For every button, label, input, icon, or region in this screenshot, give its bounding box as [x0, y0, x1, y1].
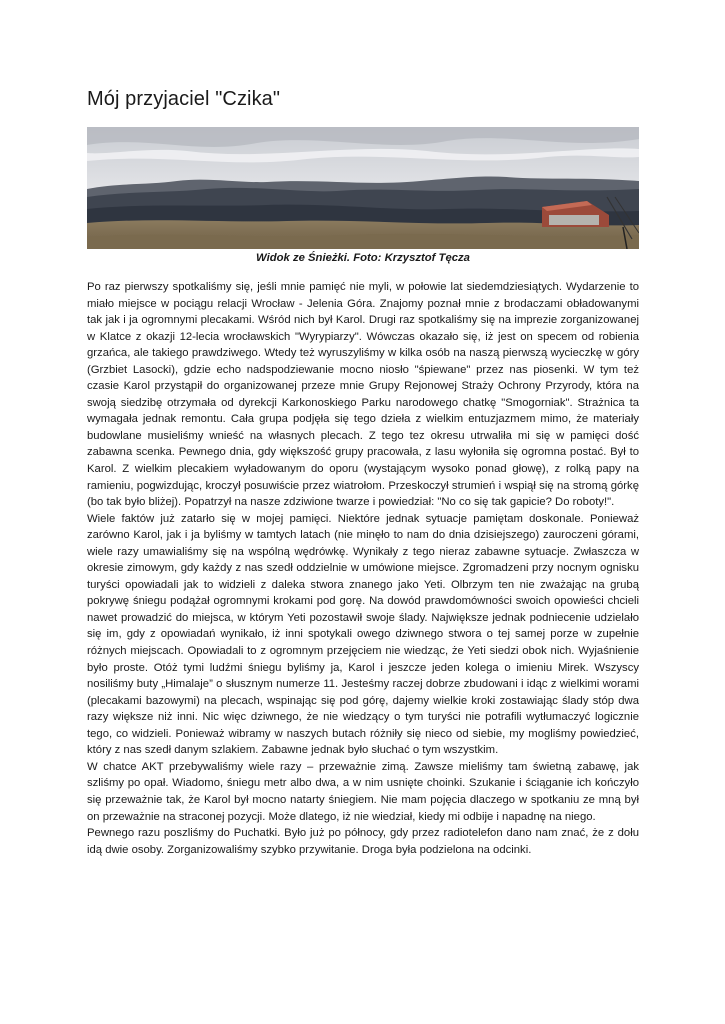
page-title: Mój przyjaciel "Czika" — [87, 88, 281, 110]
paragraph: W chatce AKT przebywaliśmy wiele razy – przeważnie zimą. Zawsze mieliśmy tam świetną zabawę, jak szliśmy po opał. Wiadomo, śniegu metr albo dwa, a w nim usnięte choinki. Szukanie i ściąganie ich kończyło się przeważnie tak, że Karol był mocno natarty śniegiem. Nie mam pojęcia dlaczego w spotkaniu ze mną był on przeważnie na straconej pozycji. Może dlatego, iż nie wiedział, kiedy mi odbije i napadnę na niego. — [87, 760, 639, 823]
paragraph: Po raz pierwszy spotkaliśmy się, jeśli mnie pamięć nie myli, w połowie lat siedemdziesiątych. Wydarzenie to miało miejsce w pociągu relacji Wrocław - Jelenia Góra. Znajomy poznał mnie z brodaczami obładowanymi tak jak i ja ogromnymi plecakami. Wśród nich był Karol. Drugi raz spotkaliśmy się na imprezie zorganizowanej w Klatce z okazji 12-lecia wrocławskich "Wyrypiarzy". Wówczas okazało się, iż jest on specem od robienia grzańca, ale takiego prawdziwego. Wtedy też wyruszyliśmy w kilka osób na naszą pierwszą wycieczkę w góry (Grzbiet Lasocki), gdzie echo nadspodziewanie mocno niosło "śpiewane" przez nas piosenki. W tym też czasie Karol przystąpił do organizowanej przeze mnie Grupy Rejonowej Straży Ochrony Przyrody, która na swoją siedzibę otrzymała od dyrekcji Karkonoskiego Parku narodowego chatkę "Smogorniak". Strażnica ta wymagała jednak remontu. Cała grupa podjęła się tego dzieła z wielkim entuzjazmem mimo, że materiały budowlane musieliśmy wnieść na własnych plecach. Z tego tez okresu utrwaliła mi się w pamięci dość zabawna scenka. Pewnego dnia, gdy większość grupy pracowała, z lasu wyłoniła się ogromna postać. Był to Karol. Z wielkim plecakiem wyładowanym do oporu (wystającym wysoko ponad głowę), z rolką papy na ramieniu, pogwizdując, kroczył posuwiście przez wiatrołom. Przeskoczył strumień i wspiął się na stromą górkę (bo tak było bliżej). Popatrzył na nasze zdziwione twarze i powiedział: "No co się tak gapicie? Do roboty!". — [87, 281, 639, 509]
panorama-photo — [87, 127, 639, 249]
mountain-panorama-image — [87, 127, 639, 249]
paragraph: Pewnego razu poszliśmy do Puchatki. Było już po północy, gdy przez radiotelefon dano nam znać, że z dołu idą dwie osoby. Zorganizowaliśmy szybko przywitanie. Droga była podzielona na odcinki. — [87, 827, 639, 856]
photo-caption: Widok ze Śnieżki. Foto: Krzysztof Tęcza — [256, 252, 470, 264]
article-body — [87, 279, 639, 858]
paragraph: Wiele faktów już zatarło się w mojej pamięci. Niektóre jednak sytuacje pamiętam doskonale. Ponieważ zarówno Karol, jak i ja byliśmy w tamtych latach (nie minęło to nam do dnia dzisiejszego) zauroczeni górami, wiele razy umawialiśmy się na wspólną wędrówkę. Wynikały z tego nieraz zabawne sytuacje. Zwłaszcza w okresie zimowym, gdy każdy z nas szedł oddzielnie w umówione miejsce. Zgromadzeni przy nocnym ognisku turyści opowiadali jak to widzieli z daleka stwora znanego jako Yeti. Olbrzym ten nie zważając na grubą pokrywę śniegu podążał ogromnymi krokami pod gorę. Na dowód prawdomówności swoich opowieści chcieli nawet prowadzić do miejsca, w którym Yeti pozostawił swoje ślady. Największe jednak podniecenie udzielało się im, gdy z opowiadań wynikało, iż inni spotykali owego dziwnego stwora o tej samej porze w zupełnie różnych miejscach. Opowiadali to z ogromnym przejęciem nie wiedząc, że Yeti siedzi obok nich. Wyjaśnienie było proste. Otóż tymi ludźmi śniegu byliśmy ja, Karol i jeszcze jeden kolega o imieniu Mirek. Wszyscy nosiliśmy buty „Himalaje” o słusznym numerze 11. Jesteśmy raczej dobrze zbudowani i idąc z wielkimi worami (plecakami bazowymi) na plecach, wspinając się pod górę, dajemy wielkie kroki zostawiając ślady stóp dwa razy większe niż inni. Nic więc dziwnego, że nie wiedzący o tym turyści nie potrafili wytłumaczyć logicznie tego, co widzieli. Ponieważ wibramy w naszych butach różniły się nieco od siebie, my mogliśmy powiedzieć, który z nas szedł danym szlakiem. Zabawne jednak było słuchać o tym wszystkim. — [87, 512, 639, 757]
